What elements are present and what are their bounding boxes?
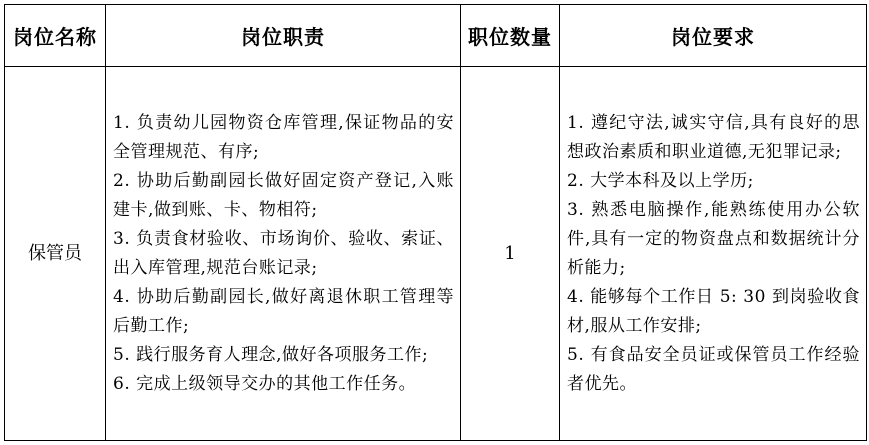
duties-cell (106, 67, 461, 441)
requirement-item: 4. 能够每个工作日 5: 30 到岗验收食材,服从工作安排; (567, 286, 860, 336)
duty-item: 4. 协助后勤副园长,做好离退休职工管理等后勤工作; (113, 286, 454, 336)
position-count-cell: 1 (461, 67, 560, 441)
requirement-item: 5. 有食品安全员证或保管员工作经验者优先。 (567, 344, 860, 394)
requirement-item: 1. 遵纪守法,诚实守信,具有良好的思想政治素质和职业道德,无犯罪记录; (567, 112, 860, 162)
requirements-cell (560, 67, 867, 441)
requirement-item: 2. 大学本科及以上学历; (567, 170, 754, 191)
header-position-name: 岗位名称 (5, 5, 106, 67)
header-count: 职位数量 (461, 5, 560, 67)
duty-item: 2. 协助后勤副园长做好固定资产登记,入账建卡,做到账、卡、物相符; (113, 170, 454, 220)
position-name-cell: 保管员 (5, 67, 106, 441)
table-header-row (5, 5, 867, 67)
header-duties: 岗位职责 (106, 5, 461, 67)
duty-item: 3. 负责食材验收、市场询价、验收、索证、出入库管理,规范台账记录; (113, 228, 454, 278)
header-requirements: 岗位要求 (560, 5, 867, 67)
requirement-item: 3. 熟悉电脑操作,能熟练使用办公软件,具有一定的物资盘点和数据统计分析能力; (567, 199, 860, 278)
duty-item: 1. 负责幼儿园物资仓库管理,保证物品的安全管理规范、有序; (113, 112, 454, 162)
duty-item: 5. 践行服务育人理念,做好各项服务工作; (113, 344, 429, 365)
table-row (5, 67, 867, 441)
job-posting-table (4, 4, 867, 441)
duty-item: 6. 完成上级领导交办的其他工作任务。 (113, 373, 417, 394)
